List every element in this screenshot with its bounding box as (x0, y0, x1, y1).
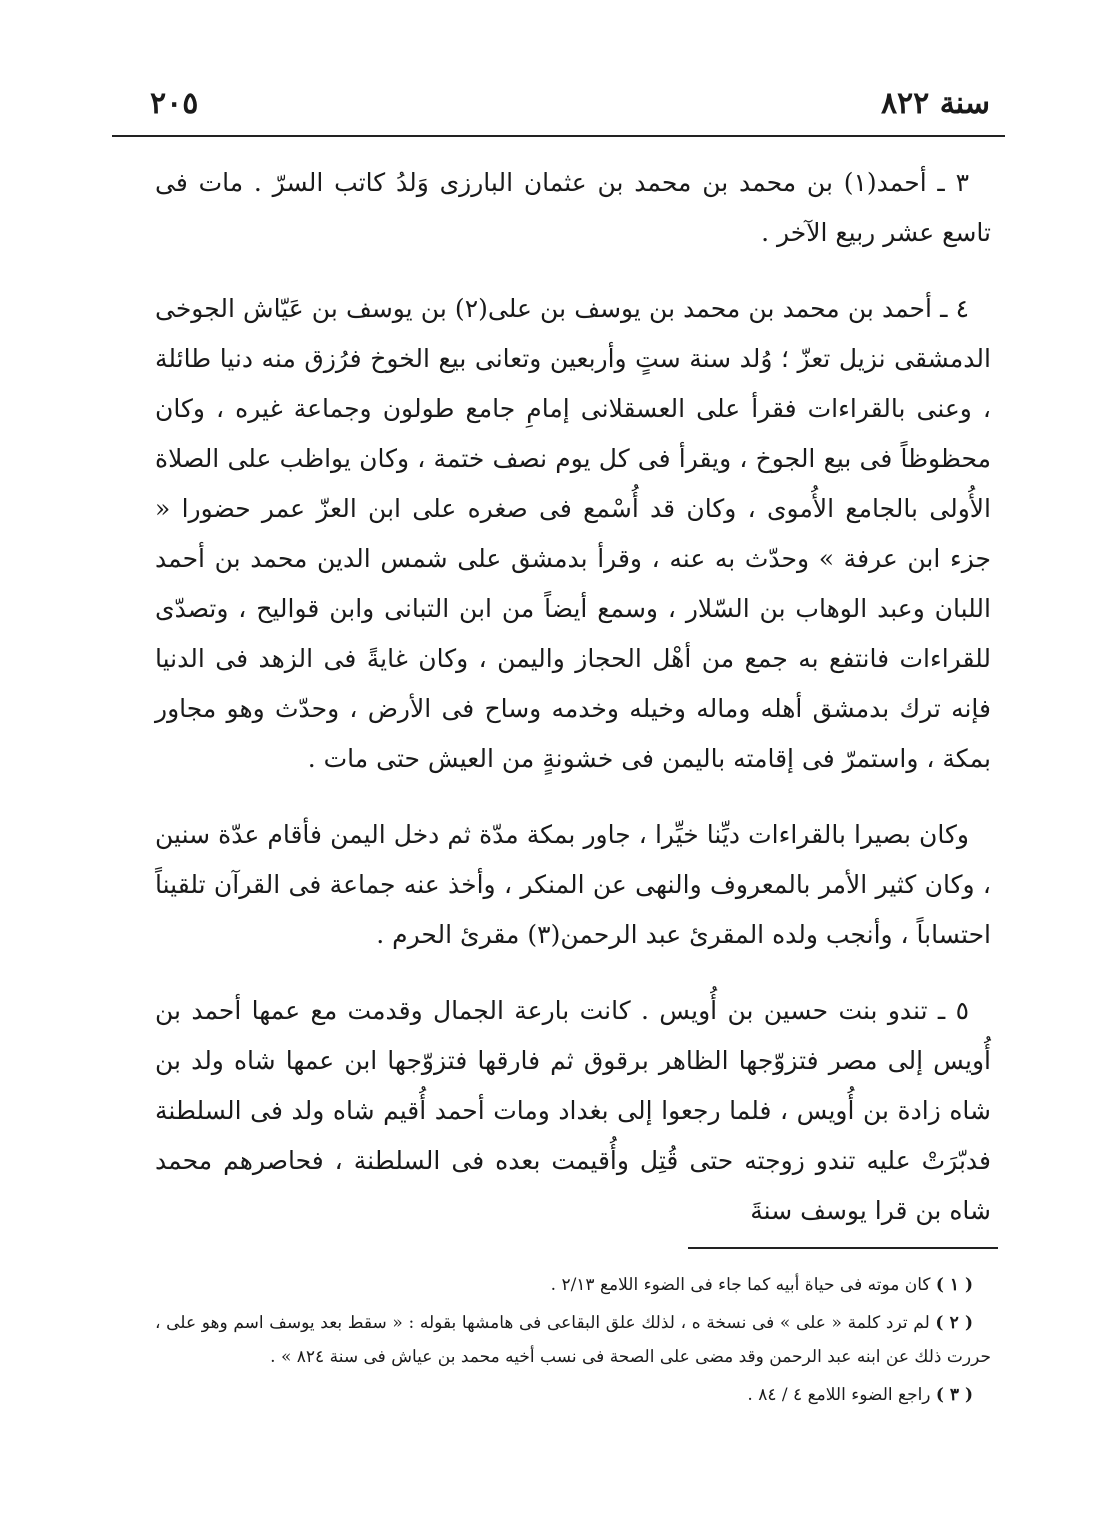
footnotes (155, 1268, 991, 1416)
footnote-rule (688, 1247, 998, 1249)
entry-5: ٥ ـ تندو بنت حسين بن أُويس . كانت بارعة الجمال وقدمت مع عمها أحمد بن أُويس إلى مصر فتزوّجها الظاهر برقوق ثم فارقها فتزوّجها ابن عمها شاه ولد بن شاه زادة بن أُويس ، فلما رجعوا إلى بغداد ومات أحمد أُقيم شاه ولد فى السلطنة فدبّرَتْ عليه تندو زوجته حتى قُتِل وأُقيمت بعده فى السلطنة ، فحاصرهم محمد شاه بن قرا يوسف سنةَ (155, 996, 991, 1225)
footnote-text: كان موته فى حياة أبيه كما جاء فى الضوء اللامع ٢/١٣ . (550, 1275, 931, 1295)
footnote-number: ( ١ ) (935, 1275, 973, 1295)
footnote-1 (155, 1268, 991, 1302)
footnote-text: راجع الضوء اللامع ٤ / ٨٤ . (747, 1385, 931, 1405)
footnote-text: لم ترد كلمة « على » فى نسخة ه ، لذلك علق البقاعى فى هامشها بقوله : « سقط بعد يوسف اسم وهو على ، حررت ذلك عن ابنه عبد الرحمن وقد مضى على الصحة فى نسب أخيه محمد بن عياش فى سنة ٨٢٤ » . (155, 1313, 991, 1367)
running-head: سنة ٨٢٢ (880, 86, 990, 121)
header-rule (112, 135, 1005, 137)
footnote-number: ( ٣ ) (935, 1385, 973, 1405)
entry-4-continuation: وكان بصيرا بالقراءات ديِّنا خيِّرا ، جاور بمكة مدّة ثم دخل اليمن فأقام عدّة سنين ، وكان كثير الأمر بالمعروف والنهى عن المنكر ، وأخذ عنه جماعة فى القرآن تلقيناً احتساباً ، وأنجب ولده المقرئ عبد الرحمن(٣) مقرئ الحرم . (155, 820, 991, 949)
page-number: ٢٠٥ (150, 86, 199, 121)
footnote-3 (155, 1378, 991, 1412)
main-text (155, 158, 991, 1262)
entry-4: ٤ ـ أحمد بن محمد بن محمد بن يوسف بن على(٢) بن يوسف بن عَيّاش الجوخى الدمشقى نزيل تعزّ ؛ وُلد سنة ستٍ وأربعين وتعانى بيع الخوخ فرُزق منه دنيا طائلة ، وعنى بالقراءات فقرأ على العسقلانى إمامِ جامع طولون وجماعة غيره ، وكان محظوظاً فى بيع الجوخ ، ويقرأ فى كل يوم نصف ختمة ، وكان يواظب على الصلاة الأُولى بالجامع الأُموى ، وكان قد أُسْمع فى صغره على ابن العزّ عمر حضورا « جزء ابن عرفة » وحدّث به عنه ، وقرأ بدمشق على شمس الدين محمد بن أحمد اللبان وعبد الوهاب بن السّلار ، وسمع أيضاً من ابن التبانى وابن قواليح ، وتصدّى للقراءات فانتفع به جمع من أهْل الحجاز واليمن ، وكان غايةً فى الزهد فى الدنيا فإنه ترك بدمشق أهله وماله وخيله وخدمه وساح فى الأرض ، وحدّث وهو مجاور بمكة ، واستمرّ فى إقامته باليمن فى خشونةٍ من العيش حتى مات . (155, 294, 991, 773)
entry-3: ٣ ـ أحمد(١) بن محمد بن محمد بن عثمان البارزى وَلدُ كاتب السرّ . مات فى تاسع عشر ربيع الآخر . (155, 168, 991, 247)
footnote-2 (155, 1306, 991, 1374)
page-header (150, 84, 990, 124)
footnote-number: ( ٢ ) (935, 1313, 973, 1333)
